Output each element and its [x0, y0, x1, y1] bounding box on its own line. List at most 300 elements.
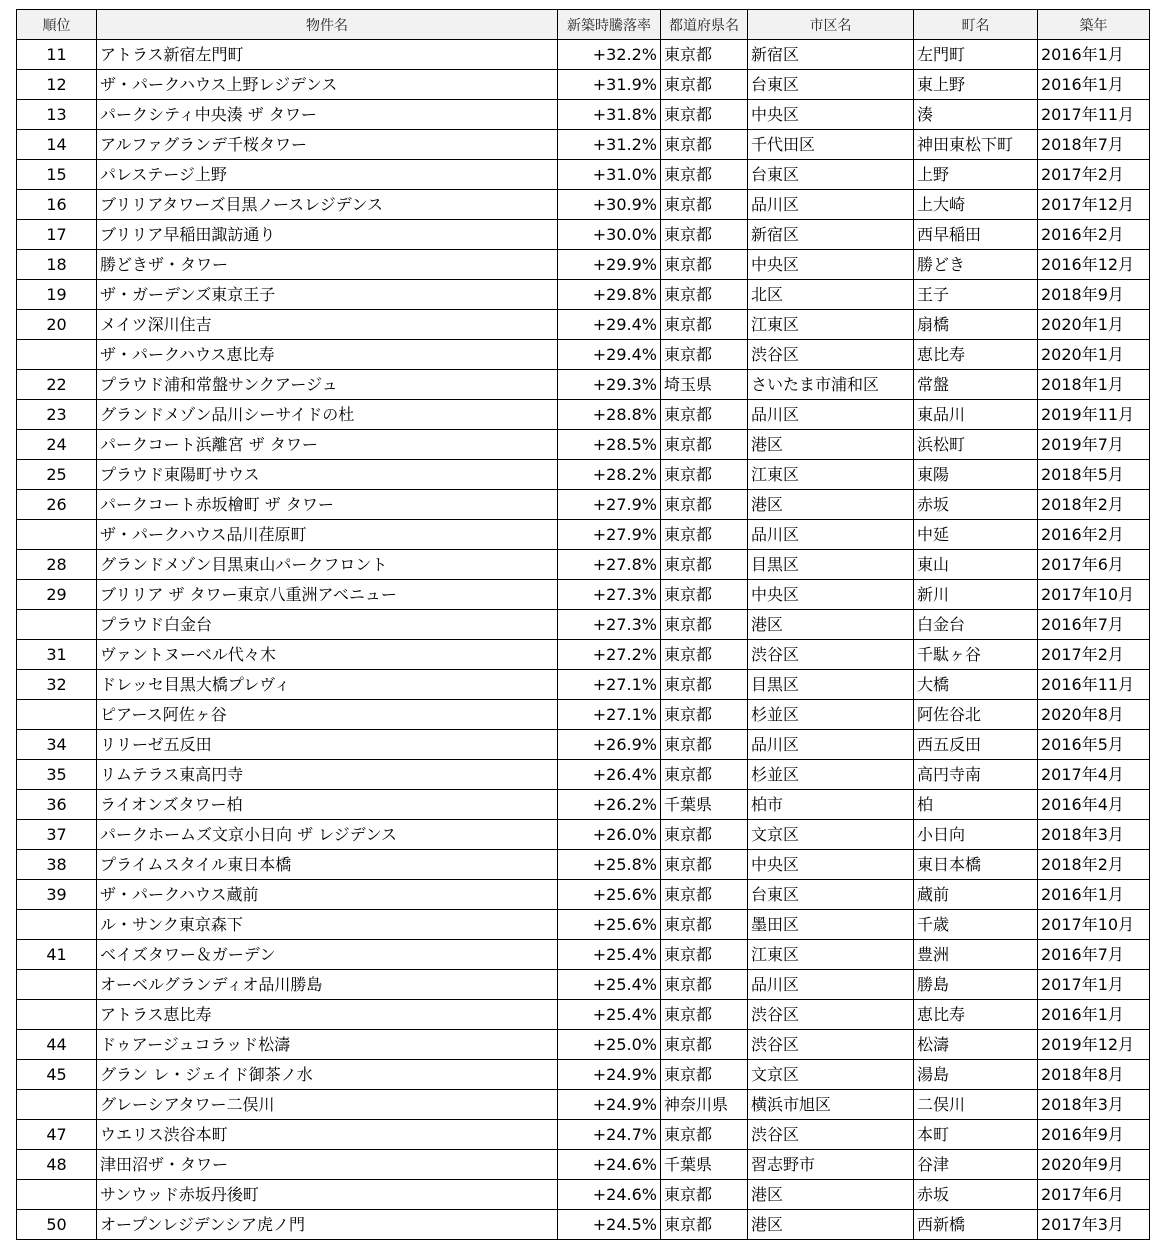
table-row [17, 970, 1150, 1000]
cell-property-name[interactable]: リリーゼ五反田 [97, 730, 558, 760]
cell-year[interactable]: 2018年3月 [1038, 820, 1150, 850]
cell-city[interactable]: 港区 [748, 1180, 914, 1210]
cell-city[interactable]: 港区 [748, 610, 914, 640]
cell-year[interactable]: 2016年9月 [1038, 1120, 1150, 1150]
cell-town[interactable]: 恵比寿 [914, 340, 1038, 370]
cell-property-name[interactable]: ライオンズタワー柏 [97, 790, 558, 820]
cell-town[interactable]: 扇橋 [914, 310, 1038, 340]
cell-town[interactable]: 豊洲 [914, 940, 1038, 970]
cell-city[interactable]: 目黒区 [748, 550, 914, 580]
cell-town[interactable]: 神田東松下町 [914, 130, 1038, 160]
cell-rank[interactable]: 50 [17, 1210, 97, 1240]
cell-property-name[interactable]: ル・サンク東京森下 [97, 910, 558, 940]
cell-rate[interactable]: +27.1% [558, 700, 661, 730]
cell-rate[interactable]: +25.6% [558, 910, 661, 940]
cell-year[interactable]: 2017年10月 [1038, 910, 1150, 940]
cell-year[interactable]: 2016年1月 [1038, 40, 1150, 70]
cell-prefecture[interactable]: 東京都 [661, 220, 748, 250]
cell-town[interactable]: 勝島 [914, 970, 1038, 1000]
cell-rate[interactable]: +27.3% [558, 610, 661, 640]
cell-property-name[interactable]: プライムスタイル東日本橋 [97, 850, 558, 880]
cell-prefecture[interactable]: 東京都 [661, 700, 748, 730]
cell-rank[interactable]: 25 [17, 460, 97, 490]
cell-rank[interactable]: 15 [17, 160, 97, 190]
cell-town[interactable]: 東山 [914, 550, 1038, 580]
cell-year[interactable]: 2017年10月 [1038, 580, 1150, 610]
cell-city[interactable]: 千代田区 [748, 130, 914, 160]
cell-rate[interactable]: +27.3% [558, 580, 661, 610]
cell-rank[interactable]: 35 [17, 760, 97, 790]
cell-town[interactable]: 二俣川 [914, 1090, 1038, 1120]
cell-prefecture[interactable]: 東京都 [661, 250, 748, 280]
cell-rank[interactable] [17, 1180, 97, 1210]
table-row [17, 940, 1150, 970]
cell-rank[interactable]: 44 [17, 1030, 97, 1060]
cell-property-name[interactable]: 勝どきザ・タワー [97, 250, 558, 280]
cell-town[interactable]: 東上野 [914, 70, 1038, 100]
cell-rank[interactable]: 47 [17, 1120, 97, 1150]
cell-town[interactable]: 本町 [914, 1120, 1038, 1150]
cell-prefecture[interactable]: 東京都 [661, 520, 748, 550]
cell-property-name[interactable]: ベイズタワー＆ガーデン [97, 940, 558, 970]
cell-property-name[interactable]: ドレッセ目黒大橋プレヴィ [97, 670, 558, 700]
cell-year[interactable]: 2016年11月 [1038, 670, 1150, 700]
cell-city[interactable]: 品川区 [748, 970, 914, 1000]
cell-prefecture[interactable]: 東京都 [661, 130, 748, 160]
cell-year[interactable]: 2017年4月 [1038, 760, 1150, 790]
cell-town[interactable]: 千歳 [914, 910, 1038, 940]
cell-prefecture[interactable]: 東京都 [661, 580, 748, 610]
cell-prefecture[interactable]: 千葉県 [661, 1150, 748, 1180]
cell-rank[interactable] [17, 1000, 97, 1030]
cell-rate[interactable]: +25.6% [558, 880, 661, 910]
cell-property-name[interactable]: アルファグランデ千桜タワー [97, 130, 558, 160]
cell-property-name[interactable]: グラン レ・ジェイド御茶ノ水 [97, 1060, 558, 1090]
cell-rank[interactable]: 11 [17, 40, 97, 70]
cell-year[interactable]: 2016年1月 [1038, 70, 1150, 100]
cell-year[interactable]: 2016年2月 [1038, 220, 1150, 250]
cell-year[interactable]: 2017年12月 [1038, 190, 1150, 220]
cell-town[interactable]: 柏 [914, 790, 1038, 820]
cell-city[interactable]: 文京区 [748, 820, 914, 850]
cell-prefecture[interactable]: 東京都 [661, 820, 748, 850]
cell-property-name[interactable]: ドゥアージュコラッド松濤 [97, 1030, 558, 1060]
cell-town[interactable]: 谷津 [914, 1150, 1038, 1180]
header-prefecture: 都道府県名 [661, 10, 748, 40]
cell-year[interactable]: 2018年2月 [1038, 490, 1150, 520]
cell-year[interactable]: 2016年12月 [1038, 250, 1150, 280]
cell-town[interactable]: 蔵前 [914, 880, 1038, 910]
cell-rank[interactable]: 31 [17, 640, 97, 670]
cell-rate[interactable]: +25.4% [558, 970, 661, 1000]
cell-year[interactable]: 2019年12月 [1038, 1030, 1150, 1060]
cell-property-name[interactable]: パークコート赤坂檜町 ザ タワー [97, 490, 558, 520]
cell-city[interactable]: 渋谷区 [748, 1120, 914, 1150]
cell-rate[interactable]: +25.8% [558, 850, 661, 880]
cell-rate[interactable]: +26.0% [558, 820, 661, 850]
cell-city[interactable]: 渋谷区 [748, 1000, 914, 1030]
cell-rate[interactable]: +31.2% [558, 130, 661, 160]
cell-prefecture[interactable]: 東京都 [661, 70, 748, 100]
cell-year[interactable]: 2016年7月 [1038, 940, 1150, 970]
table-body [17, 40, 1150, 1240]
cell-prefecture[interactable]: 東京都 [661, 730, 748, 760]
cell-rate[interactable]: +31.0% [558, 160, 661, 190]
ranking-table [16, 9, 1150, 1240]
cell-prefecture[interactable]: 東京都 [661, 880, 748, 910]
cell-city[interactable]: 台東区 [748, 880, 914, 910]
cell-town[interactable]: 小日向 [914, 820, 1038, 850]
cell-rank[interactable]: 38 [17, 850, 97, 880]
cell-year[interactable]: 2020年8月 [1038, 700, 1150, 730]
cell-rate[interactable]: +29.4% [558, 310, 661, 340]
cell-prefecture[interactable]: 東京都 [661, 1180, 748, 1210]
cell-year[interactable]: 2019年7月 [1038, 430, 1150, 460]
cell-town[interactable]: 上野 [914, 160, 1038, 190]
table-row [17, 250, 1150, 280]
cell-property-name[interactable]: ザ・パークハウス上野レジデンス [97, 70, 558, 100]
cell-city[interactable]: 江東区 [748, 460, 914, 490]
cell-rate[interactable]: +29.3% [558, 370, 661, 400]
cell-year[interactable]: 2018年8月 [1038, 1060, 1150, 1090]
table-row [17, 760, 1150, 790]
cell-rank[interactable] [17, 910, 97, 940]
cell-rank[interactable]: 26 [17, 490, 97, 520]
cell-prefecture[interactable]: 東京都 [661, 940, 748, 970]
cell-city[interactable]: 品川区 [748, 520, 914, 550]
cell-property-name[interactable]: ブリリア ザ タワー東京八重洲アベニュー [97, 580, 558, 610]
cell-rate[interactable]: +24.6% [558, 1180, 661, 1210]
cell-property-name[interactable]: パークコート浜離宮 ザ タワー [97, 430, 558, 460]
table-row [17, 790, 1150, 820]
cell-city[interactable]: 文京区 [748, 1060, 914, 1090]
cell-city[interactable]: 柏市 [748, 790, 914, 820]
cell-rate[interactable]: +32.2% [558, 40, 661, 70]
cell-city[interactable]: 台東区 [748, 70, 914, 100]
cell-rank[interactable] [17, 520, 97, 550]
cell-rate[interactable]: +30.9% [558, 190, 661, 220]
cell-prefecture[interactable]: 東京都 [661, 550, 748, 580]
cell-rank[interactable]: 16 [17, 190, 97, 220]
cell-city[interactable]: 品川区 [748, 730, 914, 760]
cell-property-name[interactable]: オープンレジデンシア虎ノ門 [97, 1210, 558, 1240]
cell-year[interactable]: 2017年3月 [1038, 1210, 1150, 1240]
cell-rate[interactable]: +26.9% [558, 730, 661, 760]
cell-property-name[interactable]: プラウド東陽町サウス [97, 460, 558, 490]
cell-year[interactable]: 2016年1月 [1038, 1000, 1150, 1030]
cell-city[interactable]: 横浜市旭区 [748, 1090, 914, 1120]
cell-year[interactable]: 2019年11月 [1038, 400, 1150, 430]
table-row [17, 340, 1150, 370]
table-row [17, 910, 1150, 940]
cell-prefecture[interactable]: 東京都 [661, 40, 748, 70]
cell-town[interactable]: 東日本橋 [914, 850, 1038, 880]
cell-year[interactable]: 2017年11月 [1038, 100, 1150, 130]
cell-prefecture[interactable]: 東京都 [661, 1060, 748, 1090]
cell-year[interactable]: 2020年1月 [1038, 340, 1150, 370]
cell-rate[interactable]: +28.2% [558, 460, 661, 490]
cell-rank[interactable] [17, 970, 97, 1000]
cell-year[interactable]: 2018年5月 [1038, 460, 1150, 490]
cell-prefecture[interactable]: 東京都 [661, 760, 748, 790]
cell-prefecture[interactable]: 埼玉県 [661, 370, 748, 400]
cell-town[interactable]: 上大崎 [914, 190, 1038, 220]
cell-city[interactable]: 中央区 [748, 250, 914, 280]
cell-year[interactable]: 2016年4月 [1038, 790, 1150, 820]
cell-rank[interactable]: 45 [17, 1060, 97, 1090]
cell-town[interactable]: 左門町 [914, 40, 1038, 70]
cell-year[interactable]: 2020年9月 [1038, 1150, 1150, 1180]
table-row [17, 1180, 1150, 1210]
cell-rate[interactable]: +24.9% [558, 1090, 661, 1120]
cell-property-name[interactable]: グレーシアタワー二俣川 [97, 1090, 558, 1120]
cell-town[interactable]: 中延 [914, 520, 1038, 550]
cell-rate[interactable]: +24.7% [558, 1120, 661, 1150]
cell-rate[interactable]: +28.8% [558, 400, 661, 430]
cell-city[interactable]: 渋谷区 [748, 340, 914, 370]
cell-rate[interactable]: +31.9% [558, 70, 661, 100]
cell-town[interactable]: 赤坂 [914, 490, 1038, 520]
cell-property-name[interactable]: プラウド浦和常盤サンクアージュ [97, 370, 558, 400]
cell-rank[interactable]: 12 [17, 70, 97, 100]
cell-city[interactable]: 港区 [748, 490, 914, 520]
cell-prefecture[interactable]: 東京都 [661, 910, 748, 940]
cell-rate[interactable]: +24.9% [558, 1060, 661, 1090]
cell-town[interactable]: 西五反田 [914, 730, 1038, 760]
cell-year[interactable]: 2018年2月 [1038, 850, 1150, 880]
cell-city[interactable]: 港区 [748, 430, 914, 460]
cell-town[interactable]: 千駄ヶ谷 [914, 640, 1038, 670]
cell-prefecture[interactable]: 東京都 [661, 190, 748, 220]
cell-rate[interactable]: +30.0% [558, 220, 661, 250]
cell-property-name[interactable]: メイツ深川住吉 [97, 310, 558, 340]
cell-rank[interactable] [17, 610, 97, 640]
cell-prefecture[interactable]: 東京都 [661, 1030, 748, 1060]
cell-town[interactable]: 東陽 [914, 460, 1038, 490]
cell-rank[interactable]: 22 [17, 370, 97, 400]
cell-year[interactable]: 2018年7月 [1038, 130, 1150, 160]
cell-year[interactable]: 2017年2月 [1038, 640, 1150, 670]
cell-town[interactable]: 赤坂 [914, 1180, 1038, 1210]
cell-town[interactable]: 白金台 [914, 610, 1038, 640]
cell-year[interactable]: 2017年2月 [1038, 160, 1150, 190]
cell-rank[interactable]: 39 [17, 880, 97, 910]
cell-property-name[interactable]: グランドメゾン品川シーサイドの杜 [97, 400, 558, 430]
cell-town[interactable]: 湊 [914, 100, 1038, 130]
cell-rank[interactable]: 48 [17, 1150, 97, 1180]
table-row [17, 100, 1150, 130]
cell-city[interactable]: 習志野市 [748, 1150, 914, 1180]
cell-prefecture[interactable]: 東京都 [661, 490, 748, 520]
header-rank: 順位 [17, 10, 97, 40]
cell-city[interactable]: 品川区 [748, 400, 914, 430]
cell-town[interactable]: 大橋 [914, 670, 1038, 700]
cell-year[interactable]: 2018年3月 [1038, 1090, 1150, 1120]
cell-town[interactable]: 勝どき [914, 250, 1038, 280]
cell-property-name[interactable]: リムテラス東高円寺 [97, 760, 558, 790]
cell-rate[interactable]: +25.4% [558, 940, 661, 970]
cell-city[interactable]: 北区 [748, 280, 914, 310]
cell-rate[interactable]: +28.5% [558, 430, 661, 460]
cell-city[interactable]: 杉並区 [748, 700, 914, 730]
table-row [17, 430, 1150, 460]
cell-town[interactable]: 新川 [914, 580, 1038, 610]
table-row [17, 490, 1150, 520]
cell-rank[interactable]: 29 [17, 580, 97, 610]
cell-town[interactable]: 恵比寿 [914, 1000, 1038, 1030]
cell-prefecture[interactable]: 東京都 [661, 400, 748, 430]
cell-prefecture[interactable]: 東京都 [661, 280, 748, 310]
cell-rank[interactable]: 34 [17, 730, 97, 760]
cell-rank[interactable]: 41 [17, 940, 97, 970]
cell-rate[interactable]: +27.8% [558, 550, 661, 580]
cell-rank[interactable]: 20 [17, 310, 97, 340]
cell-city[interactable]: 杉並区 [748, 760, 914, 790]
cell-property-name[interactable]: ピアース阿佐ヶ谷 [97, 700, 558, 730]
cell-city[interactable]: 品川区 [748, 190, 914, 220]
cell-city[interactable]: 中央区 [748, 100, 914, 130]
cell-town[interactable]: 高円寺南 [914, 760, 1038, 790]
cell-city[interactable]: 渋谷区 [748, 640, 914, 670]
cell-rank[interactable] [17, 340, 97, 370]
cell-property-name[interactable]: ザ・パークハウス品川荏原町 [97, 520, 558, 550]
cell-prefecture[interactable]: 神奈川県 [661, 1090, 748, 1120]
cell-rate[interactable]: +25.0% [558, 1030, 661, 1060]
cell-prefecture[interactable]: 東京都 [661, 1120, 748, 1150]
cell-rate[interactable]: +27.2% [558, 640, 661, 670]
cell-prefecture[interactable]: 東京都 [661, 460, 748, 490]
cell-rate[interactable]: +27.1% [558, 670, 661, 700]
cell-prefecture[interactable]: 東京都 [661, 1210, 748, 1240]
cell-rank[interactable]: 28 [17, 550, 97, 580]
cell-city[interactable]: さいたま市浦和区 [748, 370, 914, 400]
table-row [17, 130, 1150, 160]
cell-year[interactable]: 2016年1月 [1038, 880, 1150, 910]
cell-city[interactable]: 台東区 [748, 160, 914, 190]
cell-property-name[interactable]: サンウッド赤坂丹後町 [97, 1180, 558, 1210]
cell-year[interactable]: 2018年1月 [1038, 370, 1150, 400]
cell-property-name[interactable]: ウエリス渋谷本町 [97, 1120, 558, 1150]
cell-prefecture[interactable]: 東京都 [661, 340, 748, 370]
cell-rate[interactable]: +29.8% [558, 280, 661, 310]
cell-city[interactable]: 墨田区 [748, 910, 914, 940]
cell-prefecture[interactable]: 東京都 [661, 610, 748, 640]
cell-rate[interactable]: +24.6% [558, 1150, 661, 1180]
cell-town[interactable]: 阿佐谷北 [914, 700, 1038, 730]
cell-prefecture[interactable]: 東京都 [661, 640, 748, 670]
cell-city[interactable]: 江東区 [748, 940, 914, 970]
cell-property-name[interactable]: ブリリアタワーズ目黒ノースレジデンス [97, 190, 558, 220]
cell-rate[interactable]: +29.4% [558, 340, 661, 370]
cell-year[interactable]: 2016年2月 [1038, 520, 1150, 550]
cell-rank[interactable]: 37 [17, 820, 97, 850]
cell-town[interactable]: 常盤 [914, 370, 1038, 400]
cell-rate[interactable]: +26.4% [558, 760, 661, 790]
cell-property-name[interactable]: ザ・パークハウス恵比寿 [97, 340, 558, 370]
cell-town[interactable]: 浜松町 [914, 430, 1038, 460]
cell-prefecture[interactable]: 東京都 [661, 970, 748, 1000]
cell-city[interactable]: 新宿区 [748, 40, 914, 70]
cell-city[interactable]: 中央区 [748, 580, 914, 610]
cell-property-name[interactable]: アトラス新宿左門町 [97, 40, 558, 70]
cell-city[interactable]: 中央区 [748, 850, 914, 880]
cell-rate[interactable]: +29.9% [558, 250, 661, 280]
cell-property-name[interactable]: ヴァントヌーベル代々木 [97, 640, 558, 670]
cell-rank[interactable]: 14 [17, 130, 97, 160]
cell-property-name[interactable]: 津田沼ザ・タワー [97, 1150, 558, 1180]
cell-rate[interactable]: +25.4% [558, 1000, 661, 1030]
cell-rank[interactable]: 18 [17, 250, 97, 280]
cell-year[interactable]: 2017年1月 [1038, 970, 1150, 1000]
cell-city[interactable]: 新宿区 [748, 220, 914, 250]
cell-town[interactable]: 西新橋 [914, 1210, 1038, 1240]
cell-rank[interactable]: 32 [17, 670, 97, 700]
cell-rank[interactable]: 24 [17, 430, 97, 460]
cell-prefecture[interactable]: 東京都 [661, 1000, 748, 1030]
cell-prefecture[interactable]: 東京都 [661, 850, 748, 880]
cell-property-name[interactable]: ブリリア早稲田諏訪通り [97, 220, 558, 250]
cell-rank[interactable]: 23 [17, 400, 97, 430]
cell-prefecture[interactable]: 東京都 [661, 100, 748, 130]
cell-property-name[interactable]: ザ・パークハウス蔵前 [97, 880, 558, 910]
cell-prefecture[interactable]: 千葉県 [661, 790, 748, 820]
cell-rate[interactable]: +24.5% [558, 1210, 661, 1240]
cell-prefecture[interactable]: 東京都 [661, 310, 748, 340]
cell-year[interactable]: 2017年6月 [1038, 1180, 1150, 1210]
cell-property-name[interactable]: ザ・ガーデンズ東京王子 [97, 280, 558, 310]
cell-rate[interactable]: +27.9% [558, 520, 661, 550]
cell-city[interactable]: 目黒区 [748, 670, 914, 700]
cell-property-name[interactable]: アトラス恵比寿 [97, 1000, 558, 1030]
cell-property-name[interactable]: プラウド白金台 [97, 610, 558, 640]
cell-prefecture[interactable]: 東京都 [661, 670, 748, 700]
table-row [17, 640, 1150, 670]
cell-prefecture[interactable]: 東京都 [661, 160, 748, 190]
cell-property-name[interactable]: パレステージ上野 [97, 160, 558, 190]
cell-rank[interactable]: 13 [17, 100, 97, 130]
cell-property-name[interactable]: パークシティ中央湊 ザ タワー [97, 100, 558, 130]
cell-rate[interactable]: +26.2% [558, 790, 661, 820]
cell-property-name[interactable]: グランドメゾン目黒東山パークフロント [97, 550, 558, 580]
cell-rank[interactable]: 17 [17, 220, 97, 250]
cell-town[interactable]: 東品川 [914, 400, 1038, 430]
cell-property-name[interactable]: オーベルグランディオ品川勝島 [97, 970, 558, 1000]
cell-city[interactable]: 江東区 [748, 310, 914, 340]
cell-year[interactable]: 2018年9月 [1038, 280, 1150, 310]
cell-town[interactable]: 湯島 [914, 1060, 1038, 1090]
cell-town[interactable]: 松濤 [914, 1030, 1038, 1060]
cell-prefecture[interactable]: 東京都 [661, 430, 748, 460]
cell-rank[interactable] [17, 700, 97, 730]
table-row [17, 700, 1150, 730]
cell-year[interactable]: 2017年6月 [1038, 550, 1150, 580]
cell-rate[interactable]: +27.9% [558, 490, 661, 520]
cell-city[interactable]: 港区 [748, 1210, 914, 1240]
cell-year[interactable]: 2016年5月 [1038, 730, 1150, 760]
table-row [17, 550, 1150, 580]
cell-town[interactable]: 西早稲田 [914, 220, 1038, 250]
cell-rank[interactable]: 19 [17, 280, 97, 310]
cell-year[interactable]: 2016年7月 [1038, 610, 1150, 640]
cell-city[interactable]: 渋谷区 [748, 1030, 914, 1060]
cell-rank[interactable]: 36 [17, 790, 97, 820]
cell-property-name[interactable]: パークホームズ文京小日向 ザ レジデンス [97, 820, 558, 850]
header-city: 市区名 [748, 10, 914, 40]
cell-rate[interactable]: +31.8% [558, 100, 661, 130]
cell-town[interactable]: 王子 [914, 280, 1038, 310]
cell-year[interactable]: 2020年1月 [1038, 310, 1150, 340]
cell-rank[interactable] [17, 1090, 97, 1120]
